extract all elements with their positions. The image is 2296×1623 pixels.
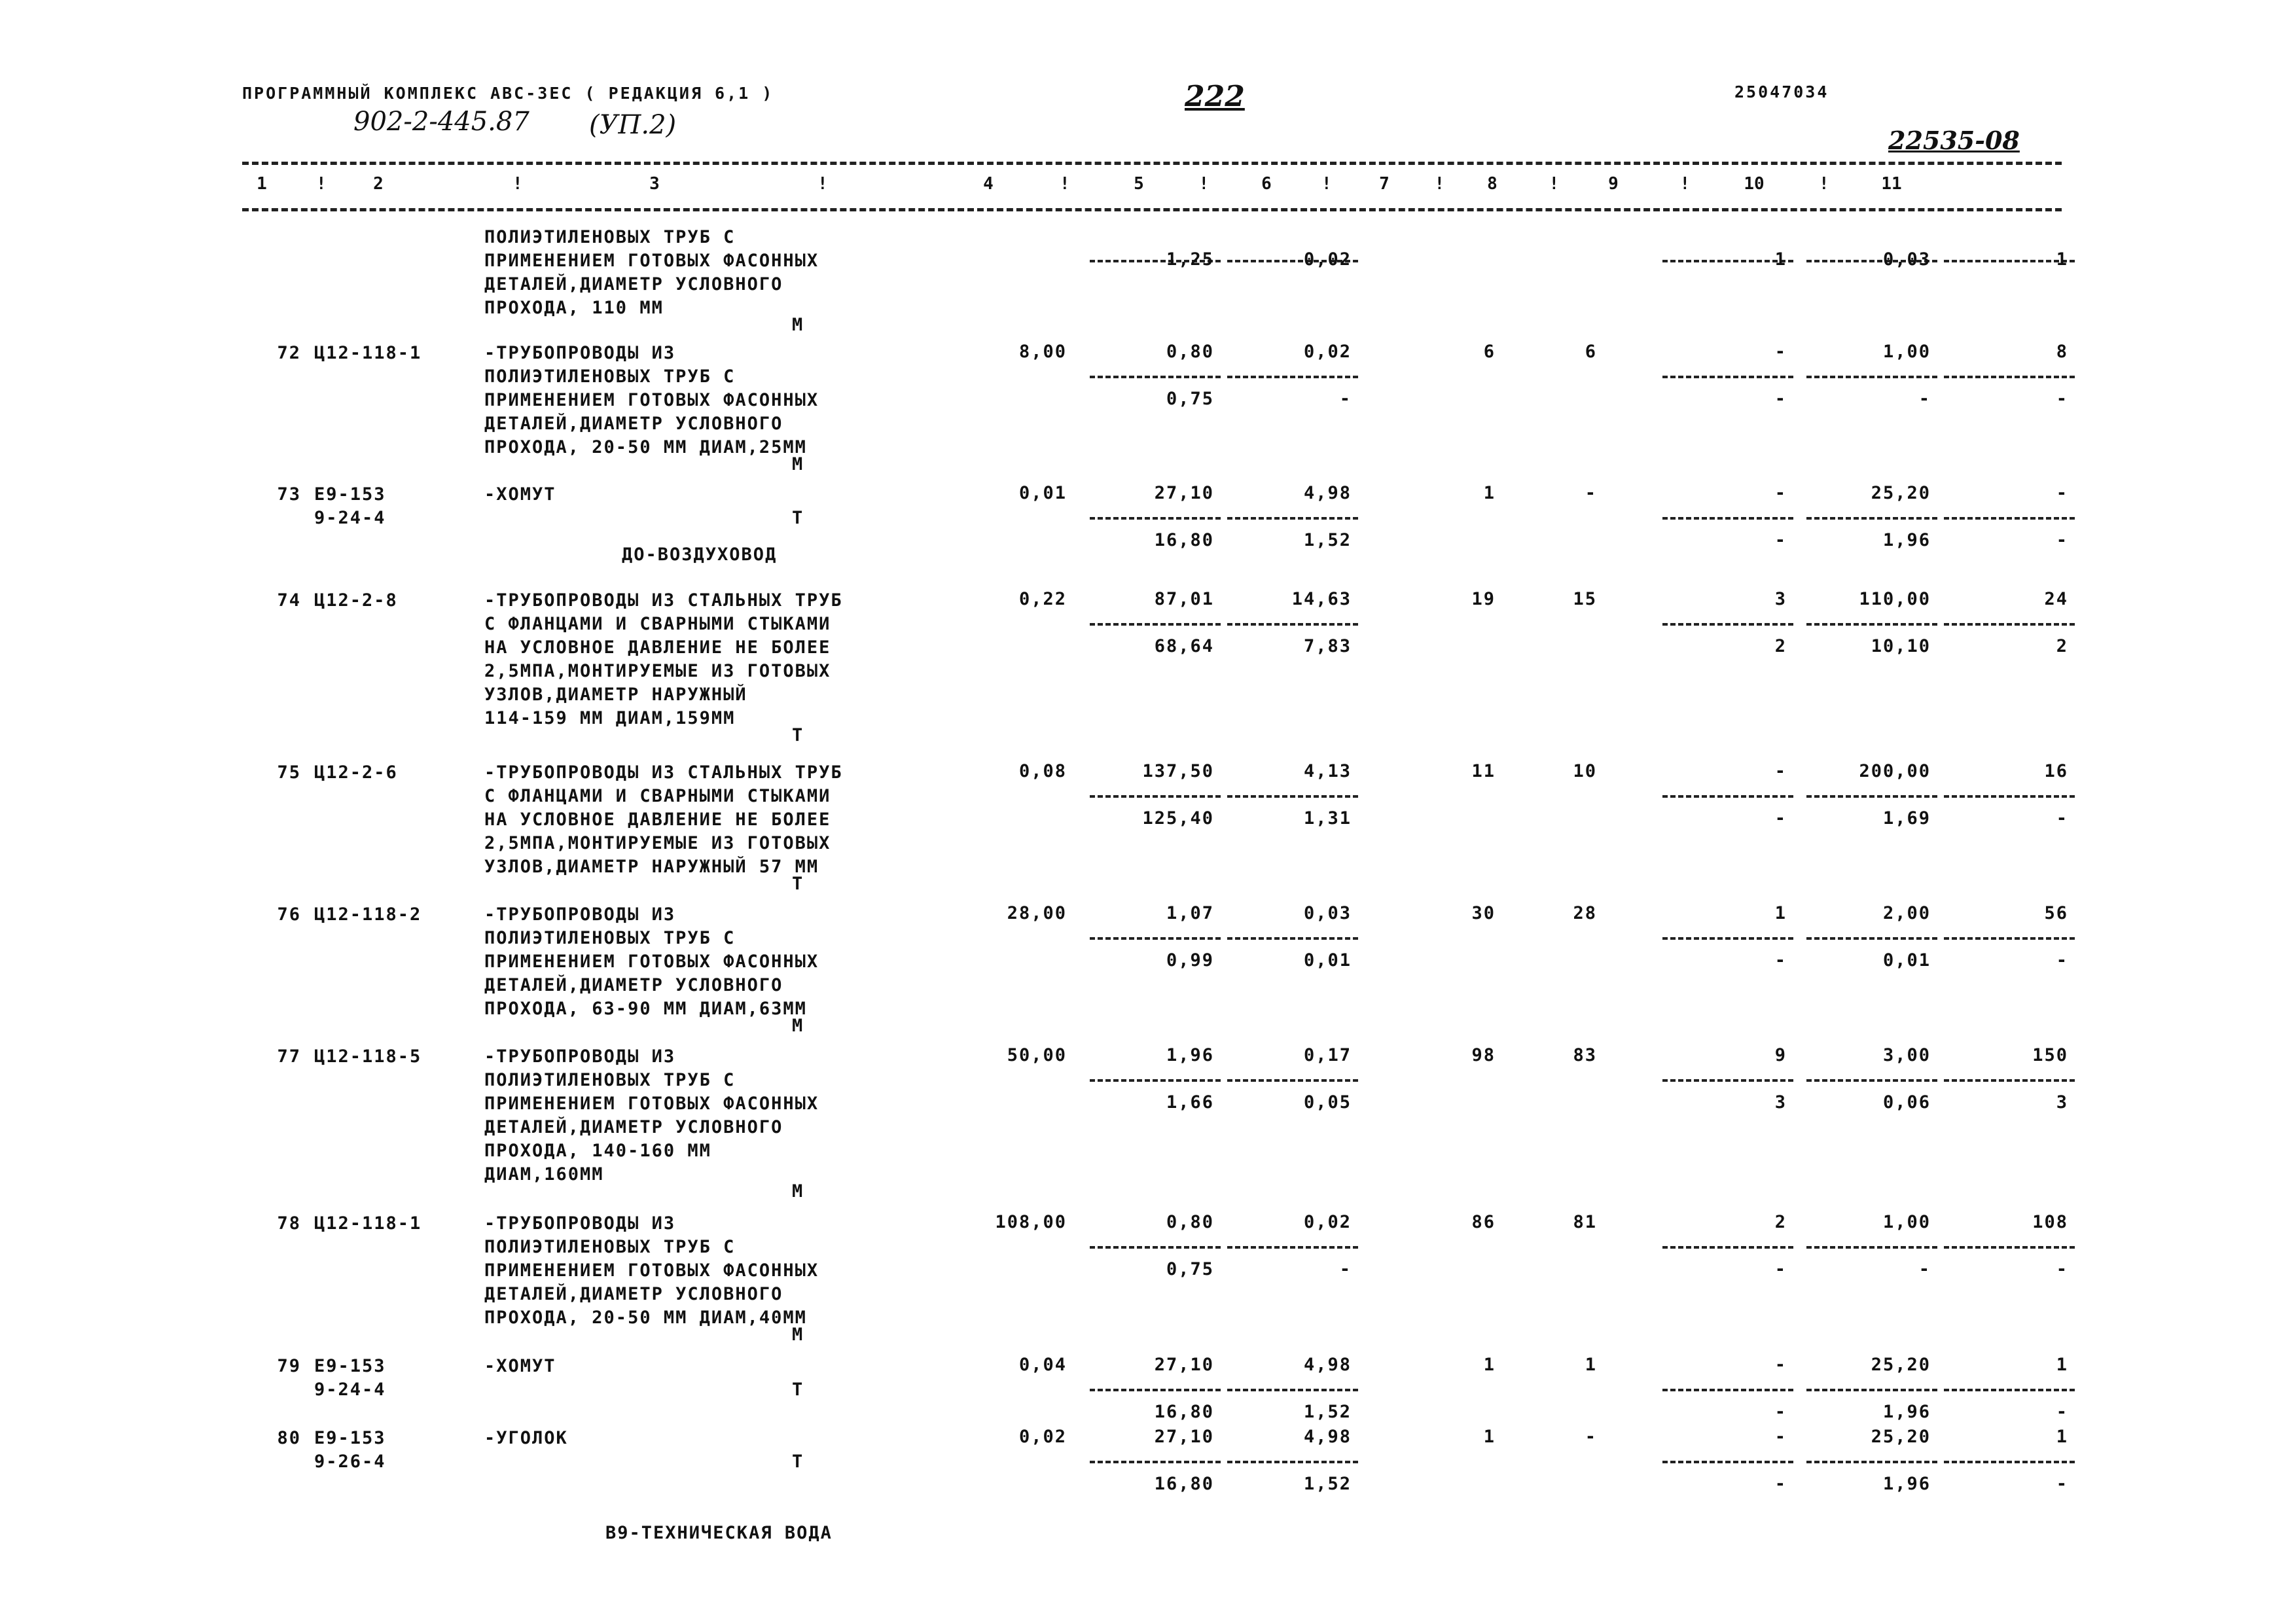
value-divider <box>1227 376 1358 378</box>
column-separator: ! <box>1434 174 1445 194</box>
work-description-line: ПРИМЕНЕНИЕМ ГОТОВЫХ ФАСОННЫХ <box>484 1094 819 1114</box>
value-divider <box>1227 517 1358 520</box>
doc-number: 25047034 <box>1734 82 1829 101</box>
rate-code: Е9-153 <box>314 1356 386 1376</box>
row-number: 79 <box>277 1356 301 1376</box>
unit-cost-labor: 68,64 <box>1154 636 1214 656</box>
labor-norm: 1,00 <box>1882 1212 1931 1232</box>
value-divider <box>1227 623 1358 626</box>
quantity-value: 8,00 <box>1018 342 1067 362</box>
rate-code: Ц12-2-8 <box>314 590 398 611</box>
unit-of-measure: Т <box>792 508 804 528</box>
machine-total: 2 <box>1774 1212 1787 1232</box>
unit-of-measure: М <box>792 1325 804 1345</box>
machine-cost-labor: 0,01 <box>1303 950 1352 971</box>
machine-total-labor: 1 <box>1774 249 1787 270</box>
labor-norm-machinist: - <box>1918 1259 1931 1279</box>
machine-cost: 4,98 <box>1303 1355 1352 1375</box>
work-description-line: -ТРУБОПРОВОДЫ ИЗ <box>484 1046 676 1067</box>
work-description-line: ДЕТАЛЕЙ,ДИАМЕТР УСЛОВНОГО <box>484 975 783 995</box>
unit-cost-total: 27,10 <box>1154 483 1214 503</box>
quantity-value: 0,02 <box>1018 1427 1067 1447</box>
value-divider <box>1806 795 1937 798</box>
unit-of-measure: М <box>792 1181 804 1202</box>
value-divider <box>1090 795 1221 798</box>
value-divider <box>1944 376 2075 378</box>
work-description-line: -ТРУБОПРОВОДЫ ИЗ <box>484 1213 676 1234</box>
machine-cost: 4,98 <box>1303 1427 1352 1447</box>
work-description-line: ПОЛИЭТИЛЕНОВЫХ ТРУБ С <box>484 928 736 948</box>
direct-cost: 1 <box>1585 1355 1597 1375</box>
machine-total: 1 <box>1774 903 1787 923</box>
total-cost: 11 <box>1471 761 1496 781</box>
column-header-11: 11 <box>1881 174 1902 194</box>
total-cost: 19 <box>1471 589 1496 609</box>
value-divider <box>1662 937 1793 940</box>
quantity-value: 0,01 <box>1018 483 1067 503</box>
work-description-line: 114-159 ММ ДИАМ,159ММ <box>484 708 736 728</box>
machine-total: - <box>1774 483 1787 503</box>
column-header-8: 8 <box>1487 174 1498 194</box>
value-divider <box>1944 1246 2075 1249</box>
column-header-2: 2 <box>373 174 384 194</box>
labor-total: 1 <box>2056 1355 2068 1375</box>
value-divider <box>1090 517 1221 520</box>
column-header-3: 3 <box>649 174 660 194</box>
unit-of-measure: Т <box>792 1452 804 1472</box>
work-description-line: ПОЛИЭТИЛЕНОВЫХ ТРУБ С <box>484 1237 736 1257</box>
value-divider <box>1944 1389 2075 1391</box>
work-description-line: ПРОХОДА, 140-160 ММ <box>484 1141 711 1161</box>
work-description-line: -ХОМУТ <box>484 1356 556 1376</box>
labor-norm-machinist: 1,96 <box>1882 1402 1931 1422</box>
labor-norm-machinist: 10,10 <box>1871 636 1931 656</box>
row-number: 72 <box>277 343 301 363</box>
machine-total-labor: - <box>1774 1402 1787 1422</box>
column-header-10: 10 <box>1744 174 1765 194</box>
column-separator: ! <box>817 174 828 194</box>
value-divider <box>1227 1461 1358 1463</box>
unit-cost-labor: 1,25 <box>1166 249 1214 270</box>
labor-norm: 2,00 <box>1882 903 1931 923</box>
value-divider <box>1944 795 2075 798</box>
value-divider <box>1090 937 1221 940</box>
value-divider <box>1944 623 2075 626</box>
program-title: ПРОГРАММНЫЙ КОМПЛЕКС АВС-3ЕС ( РЕДАКЦИЯ 6,1 ) <box>242 84 774 103</box>
quantity-value: 0,04 <box>1018 1355 1067 1375</box>
machine-cost: 0,02 <box>1303 342 1352 362</box>
machine-total-labor: - <box>1774 808 1787 829</box>
work-description-line: ПРИМЕНЕНИЕМ ГОТОВЫХ ФАСОННЫХ <box>484 1260 819 1281</box>
machine-cost: 0,17 <box>1303 1045 1352 1065</box>
unit-cost-total: 0,80 <box>1166 1212 1214 1232</box>
value-divider <box>1227 937 1358 940</box>
labor-total-machinist: - <box>2056 1402 2068 1422</box>
labor-total: 8 <box>2056 342 2068 362</box>
rate-code: Ц12-118-1 <box>314 343 422 363</box>
quantity-value: 28,00 <box>1007 903 1067 923</box>
work-description-line: -ТРУБОПРОВОДЫ ИЗ СТАЛЬНЫХ ТРУБ <box>484 590 843 611</box>
row-number: 76 <box>277 904 301 925</box>
value-divider <box>1662 795 1793 798</box>
work-description-line: ДЕТАЛЕЙ,ДИАМЕТР УСЛОВНОГО <box>484 1284 783 1304</box>
work-description-line: ПОЛИЭТИЛЕНОВЫХ ТРУБ С <box>484 1070 736 1090</box>
column-header-9: 9 <box>1608 174 1619 194</box>
direct-cost: 15 <box>1573 589 1597 609</box>
column-separator: ! <box>1321 174 1332 194</box>
labor-total-machinist: 1 <box>2056 249 2068 270</box>
machine-cost-labor: 7,83 <box>1303 636 1352 656</box>
direct-cost: - <box>1585 1427 1597 1447</box>
machine-cost-labor: 1,31 <box>1303 808 1352 829</box>
column-separator: ! <box>1198 174 1210 194</box>
labor-total: 16 <box>2044 761 2068 781</box>
column-header-6: 6 <box>1261 174 1272 194</box>
total-cost: 1 <box>1483 1427 1496 1447</box>
value-divider <box>1944 1461 2075 1463</box>
unit-of-measure: Т <box>792 1380 804 1400</box>
labor-norm: 25,20 <box>1871 1355 1931 1375</box>
total-cost: 86 <box>1471 1212 1496 1232</box>
value-divider <box>1806 1389 1937 1391</box>
column-separator: ! <box>316 174 327 194</box>
value-divider <box>1090 1461 1221 1463</box>
work-description-line: ПРОХОДА, 110 ММ <box>484 298 664 318</box>
quantity-value: 108,00 <box>995 1212 1067 1232</box>
unit-cost-labor: 16,80 <box>1154 1402 1214 1422</box>
work-description-line: УЗЛОВ,ДИАМЕТР НАРУЖНЫЙ 57 ММ <box>484 857 819 877</box>
work-description-line: ДИАМ,160ММ <box>484 1164 604 1185</box>
doc-code: 902-2-445.87 <box>353 107 529 137</box>
labor-total-machinist: - <box>2056 1474 2068 1494</box>
labor-total-machinist: 2 <box>2056 636 2068 656</box>
total-cost: 1 <box>1483 1355 1496 1375</box>
labor-norm: 3,00 <box>1882 1045 1931 1065</box>
work-description-line: 2,5МПА,МОНТИРУЕМЫЕ ИЗ ГОТОВЫХ <box>484 661 831 681</box>
value-divider <box>1944 937 2075 940</box>
column-separator: ! <box>1549 174 1560 194</box>
machine-cost: 14,63 <box>1291 589 1352 609</box>
machine-cost-labor: - <box>1339 389 1352 409</box>
labor-norm: 110,00 <box>1859 589 1931 609</box>
work-description-line: -ТРУБОПРОВОДЫ ИЗ <box>484 904 676 925</box>
work-description-line: ПРОХОДА, 20-50 ММ ДИАМ,25ММ <box>484 437 807 457</box>
machine-cost: 0,03 <box>1303 903 1352 923</box>
total-cost: 30 <box>1471 903 1496 923</box>
work-description-line: -ТРУБОПРОВОДЫ ИЗ <box>484 343 676 363</box>
row-number: 77 <box>277 1046 301 1067</box>
unit-cost-labor: 0,99 <box>1166 950 1214 971</box>
labor-norm-machinist: 0,03 <box>1882 249 1931 270</box>
quantity-value: 0,22 <box>1018 589 1067 609</box>
work-description-line: ДЕТАЛЕЙ,ДИАМЕТР УСЛОВНОГО <box>484 1117 783 1137</box>
labor-norm-machinist: 1,69 <box>1882 808 1931 829</box>
value-divider <box>1944 517 2075 520</box>
value-divider <box>1806 623 1937 626</box>
direct-cost: 83 <box>1573 1045 1597 1065</box>
work-description-line: УЗЛОВ,ДИАМЕТР НАРУЖНЫЙ <box>484 685 747 705</box>
labor-norm-machinist: - <box>1918 389 1931 409</box>
direct-cost: 28 <box>1573 903 1597 923</box>
work-description-line: ДЕТАЛЕЙ,ДИАМЕТР УСЛОВНОГО <box>484 274 783 294</box>
machine-total-labor: - <box>1774 1259 1787 1279</box>
row-number: 80 <box>277 1428 301 1448</box>
work-description-line: -УГОЛОК <box>484 1428 568 1448</box>
work-description-line: ПРОХОДА, 20-50 ММ ДИАМ,40ММ <box>484 1308 807 1328</box>
labor-norm: 200,00 <box>1859 761 1931 781</box>
unit-cost-total: 137,50 <box>1142 761 1214 781</box>
labor-total: 24 <box>2044 589 2068 609</box>
labor-norm-machinist: 0,06 <box>1882 1092 1931 1113</box>
value-divider <box>1227 1246 1358 1249</box>
value-divider <box>1662 1389 1793 1391</box>
machine-total: - <box>1774 1427 1787 1447</box>
labor-total-machinist: - <box>2056 808 2068 829</box>
rate-code: Е9-153 <box>314 1428 386 1448</box>
unit-of-measure: М <box>792 1016 804 1036</box>
value-divider <box>1227 1389 1358 1391</box>
machine-total-labor: - <box>1774 950 1787 971</box>
labor-total: 150 <box>2032 1045 2068 1065</box>
labor-total: 56 <box>2044 903 2068 923</box>
value-divider <box>1662 1079 1793 1082</box>
work-description-line: -ХОМУТ <box>484 484 556 505</box>
column-header-7: 7 <box>1379 174 1390 194</box>
machine-total-labor: - <box>1774 389 1787 409</box>
labor-norm-machinist: 1,96 <box>1882 1474 1931 1494</box>
machine-cost-labor: 0,05 <box>1303 1092 1352 1113</box>
work-description-line: ПРОХОДА, 63-90 ММ ДИАМ,63ММ <box>484 999 807 1019</box>
labor-norm-machinist: 0,01 <box>1882 950 1931 971</box>
rate-code-secondary: 9-24-4 <box>314 508 386 528</box>
value-divider <box>1662 623 1793 626</box>
work-description-line: ПОЛИЭТИЛЕНОВЫХ ТРУБ С <box>484 227 736 247</box>
total-cost: 98 <box>1471 1045 1496 1065</box>
quantity-value: 50,00 <box>1007 1045 1067 1065</box>
labor-norm-machinist: 1,96 <box>1882 530 1931 550</box>
unit-of-measure: М <box>792 315 804 335</box>
value-divider <box>1662 517 1793 520</box>
machine-cost: 4,98 <box>1303 483 1352 503</box>
value-divider <box>1090 1389 1221 1391</box>
row-number: 78 <box>277 1213 301 1234</box>
unit-cost-total: 87,01 <box>1154 589 1214 609</box>
value-divider <box>1806 1079 1937 1082</box>
page-number: 222 <box>1185 80 1245 113</box>
labor-total-machinist: - <box>2056 530 2068 550</box>
work-description-line: НА УСЛОВНОЕ ДАВЛЕНИЕ НЕ БОЛЕЕ <box>484 637 831 658</box>
rate-code: Ц12-2-6 <box>314 762 398 783</box>
value-divider <box>1662 1246 1793 1249</box>
total-cost: 1 <box>1483 483 1496 503</box>
value-divider <box>1227 1079 1358 1082</box>
machine-total: 9 <box>1774 1045 1787 1065</box>
direct-cost: 10 <box>1573 761 1597 781</box>
rate-code: Ц12-118-5 <box>314 1046 422 1067</box>
unit-cost-labor: 125,40 <box>1142 808 1214 829</box>
value-divider <box>1662 1461 1793 1463</box>
labor-norm: 25,20 <box>1871 483 1931 503</box>
work-description-line: ПРИМЕНЕНИЕМ ГОТОВЫХ ФАСОННЫХ <box>484 251 819 271</box>
rate-code: Ц12-118-1 <box>314 1213 422 1234</box>
section-subtitle: ДО-ВОЗДУХОВОД <box>622 544 778 565</box>
machine-total: 3 <box>1774 589 1787 609</box>
machine-total-labor: 3 <box>1774 1092 1787 1113</box>
value-divider <box>1227 795 1358 798</box>
work-description-line: ПРИМЕНЕНИЕМ ГОТОВЫХ ФАСОННЫХ <box>484 390 819 410</box>
labor-total: - <box>2056 483 2068 503</box>
rate-code: Ц12-118-2 <box>314 904 422 925</box>
unit-cost-labor: 0,75 <box>1166 1259 1214 1279</box>
value-divider <box>1806 937 1937 940</box>
column-separator: ! <box>1819 174 1829 194</box>
machine-cost: 4,13 <box>1303 761 1352 781</box>
machine-total-labor: 2 <box>1774 636 1787 656</box>
work-description-line: ПОЛИЭТИЛЕНОВЫХ ТРУБ С <box>484 366 736 387</box>
column-separator: ! <box>1679 174 1691 194</box>
work-description-line: С ФЛАНЦАМИ И СВАРНЫМИ СТЫКАМИ <box>484 614 831 634</box>
unit-of-measure: Т <box>792 725 804 745</box>
total-cost: 6 <box>1483 342 1496 362</box>
direct-cost: 81 <box>1573 1212 1597 1232</box>
machine-cost-labor: 1,52 <box>1303 1474 1352 1494</box>
value-divider <box>1806 517 1937 520</box>
unit-cost-total: 1,96 <box>1166 1045 1214 1065</box>
unit-cost-labor: 16,80 <box>1154 530 1214 550</box>
labor-total-machinist: - <box>2056 1259 2068 1279</box>
direct-cost: - <box>1585 483 1597 503</box>
unit-cost-labor: 16,80 <box>1154 1474 1214 1494</box>
unit-cost-total: 1,07 <box>1166 903 1214 923</box>
rate-code: Е9-153 <box>314 484 386 505</box>
unit-cost-total: 0,80 <box>1166 342 1214 362</box>
footer-section-title: В9-ТЕХНИЧЕСКАЯ ВОДА <box>605 1523 833 1543</box>
machine-total: - <box>1774 342 1787 362</box>
header-top-rule <box>242 162 2062 165</box>
column-separator: ! <box>1060 174 1070 194</box>
labor-norm: 25,20 <box>1871 1427 1931 1447</box>
column-header-5: 5 <box>1134 174 1144 194</box>
unit-cost-labor: 0,75 <box>1166 389 1214 409</box>
value-divider <box>1662 376 1793 378</box>
labor-total-machinist: 3 <box>2056 1092 2068 1113</box>
machine-cost-labor: 0,02 <box>1303 249 1352 270</box>
value-divider <box>1090 623 1221 626</box>
work-description-line: НА УСЛОВНОЕ ДАВЛЕНИЕ НЕ БОЛЕЕ <box>484 810 831 830</box>
rate-code-secondary: 9-26-4 <box>314 1452 386 1472</box>
quantity-value: 0,08 <box>1018 761 1067 781</box>
value-divider <box>1944 1079 2075 1082</box>
labor-total-machinist: - <box>2056 389 2068 409</box>
machine-cost-labor: 1,52 <box>1303 1402 1352 1422</box>
value-divider <box>1090 1246 1221 1249</box>
machine-total: - <box>1774 1355 1787 1375</box>
work-description-line: ДЕТАЛЕЙ,ДИАМЕТР УСЛОВНОГО <box>484 414 783 434</box>
header-bottom-rule <box>242 208 2062 211</box>
unit-cost-total: 27,10 <box>1154 1427 1214 1447</box>
machine-cost-labor: 1,52 <box>1303 530 1352 550</box>
value-divider <box>1090 376 1221 378</box>
labor-total-machinist: - <box>2056 950 2068 971</box>
value-divider <box>1806 1461 1937 1463</box>
work-description-line: ПРИМЕНЕНИЕМ ГОТОВЫХ ФАСОННЫХ <box>484 952 819 972</box>
row-number: 74 <box>277 590 301 611</box>
unit-cost-labor: 1,66 <box>1166 1092 1214 1113</box>
labor-total: 1 <box>2056 1427 2068 1447</box>
value-divider <box>1090 1079 1221 1082</box>
unit-of-measure: Т <box>792 874 804 894</box>
rate-code-secondary: 9-24-4 <box>314 1380 386 1400</box>
column-header-4: 4 <box>983 174 994 194</box>
machine-cost-labor: - <box>1339 1259 1352 1279</box>
work-description-line: -ТРУБОПРОВОДЫ ИЗ СТАЛЬНЫХ ТРУБ <box>484 762 843 783</box>
value-divider <box>1806 1246 1937 1249</box>
row-number: 75 <box>277 762 301 783</box>
labor-total: 108 <box>2032 1212 2068 1232</box>
machine-total-labor: - <box>1774 530 1787 550</box>
work-description-line: 2,5МПА,МОНТИРУЕМЫЕ ИЗ ГОТОВЫХ <box>484 833 831 853</box>
unit-cost-total: 27,10 <box>1154 1355 1214 1375</box>
direct-cost: 6 <box>1585 342 1597 362</box>
work-description-line: С ФЛАНЦАМИ И СВАРНЫМИ СТЫКАМИ <box>484 786 831 806</box>
row-number: 73 <box>277 484 301 505</box>
labor-norm: 1,00 <box>1882 342 1931 362</box>
value-divider <box>1806 376 1937 378</box>
machine-total: - <box>1774 761 1787 781</box>
unit-of-measure: М <box>792 454 804 474</box>
column-header-1: 1 <box>257 174 267 194</box>
column-separator: ! <box>512 174 523 194</box>
stamp-number: 22535-08 <box>1888 126 2020 155</box>
section-label: (УП.2) <box>589 110 677 140</box>
machine-total-labor: - <box>1774 1474 1787 1494</box>
machine-cost: 0,02 <box>1303 1212 1352 1232</box>
